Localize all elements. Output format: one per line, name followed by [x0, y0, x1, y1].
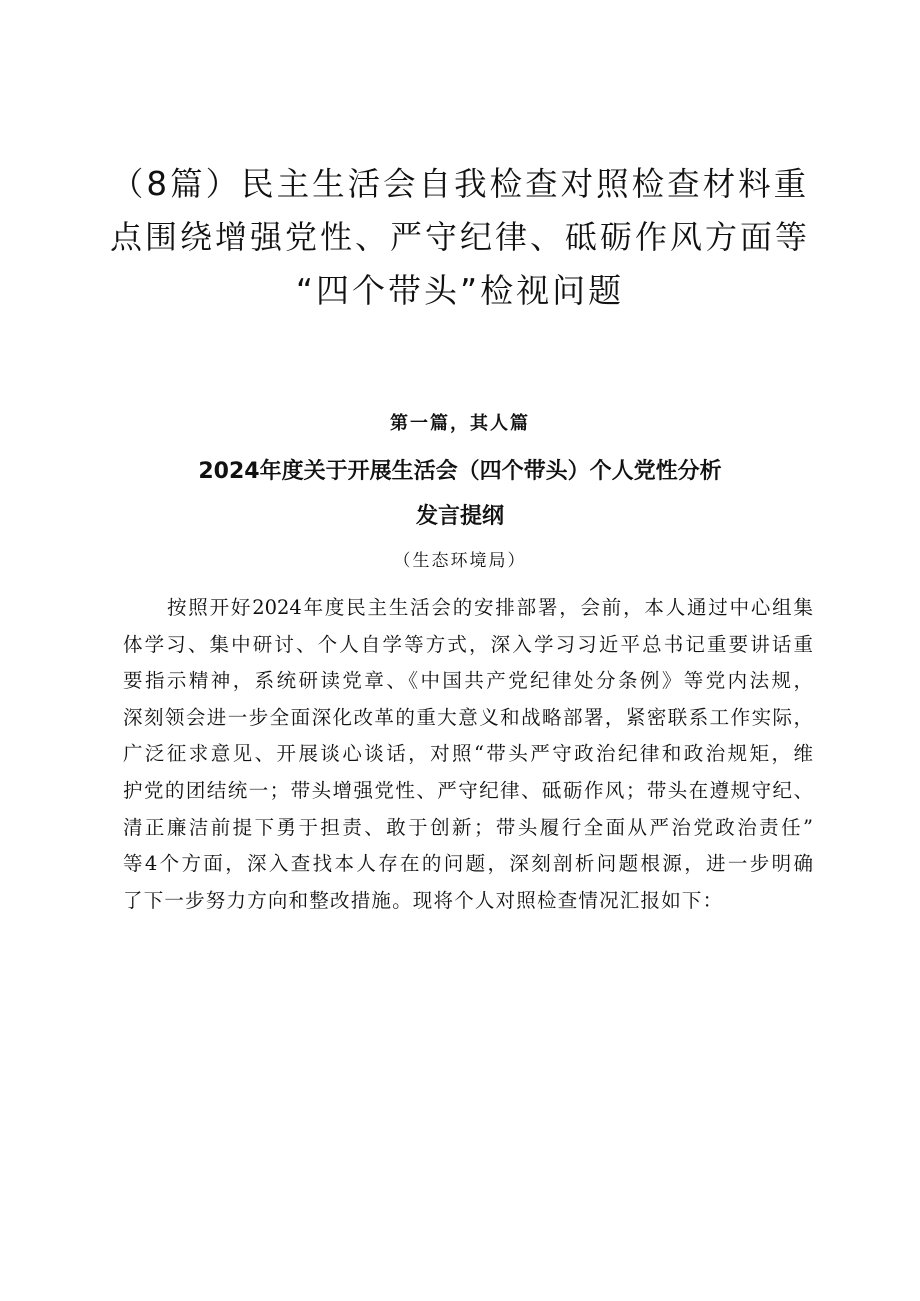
section-title-line: 发言提纲 — [415, 504, 504, 529]
paragraph-line: 等4个方面，深入查找本人存在的问题，深刻剖析问题根源，进一步明确 — [123, 852, 813, 876]
part-label: 第一篇，其人篇 — [390, 413, 530, 434]
body-paragraph — [123, 590, 813, 919]
title-line: 点围绕增强党性、严守纪律、砥砺作风方面等 — [110, 218, 811, 256]
paragraph-line: 按照开好2024年度民主生活会的安排部署，会前，本人通过中心组集 — [167, 596, 813, 619]
paragraph-line: 了下一步努力方向和整改措施。现将个人对照检查情况汇报如下： — [123, 888, 724, 912]
paragraph-line: 清正廉洁前提下勇于担责、敢于创新；带头履行全面从严治党政治责任” — [123, 815, 813, 839]
section-title — [110, 449, 810, 539]
section-title-line: 2024年度关于开展生活会（四个带头）个人党性分析 — [198, 459, 722, 484]
paragraph-line: 广泛征求意见、开展谈心谈话，对照“带头严守政治纪律和政治规矩，维 — [123, 742, 813, 766]
document-title — [110, 158, 810, 317]
paragraph-line: 体学习、集中研讨、个人自学等方式，深入学习习近平总书记重要讲话重 — [123, 632, 813, 656]
paragraph-line: 深刻领会进一步全面深化改革的重大意义和战略部署，紧密联系工作实际， — [123, 705, 813, 729]
title-line: “四个带头”检视问题 — [295, 271, 625, 310]
title-line: （8篇）民主生活会自我检查对照检查材料重 — [110, 165, 810, 203]
paragraph-line: 要指示精神，系统研读党章、《中国共产党纪律处分条例》等党内法规， — [123, 669, 813, 693]
paragraph-line: 护党的团结统一；带头增强党性、严守纪律、砥砺作风；带头在遵规守纪、 — [123, 778, 813, 802]
organization-name: （生态环境局） — [393, 551, 527, 571]
